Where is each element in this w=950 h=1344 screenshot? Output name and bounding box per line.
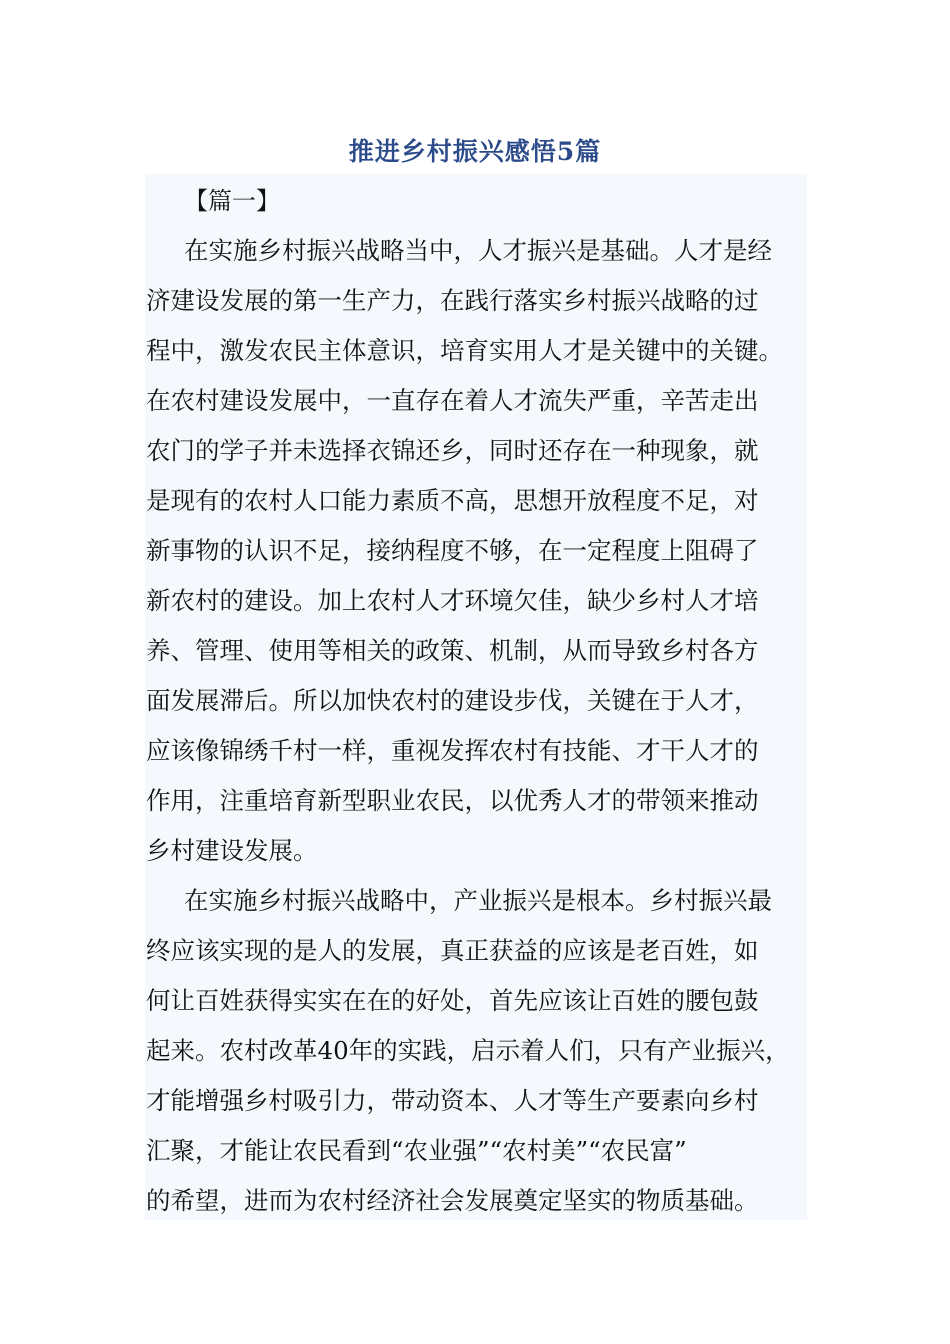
paragraph-2-line-6: 汇聚，才能让农民看到“农业强”“农村美”“农民富” xyxy=(146,1136,687,1165)
section-heading: 【篇一】 xyxy=(184,187,280,215)
paragraph-1-line-7: 新事物的认识不足，接纳程度不够，在一定程度上阻碍了 xyxy=(146,536,759,565)
paragraph-2-line-1: 在实施乡村振兴战略中，产业振兴是根本。乡村振兴最 xyxy=(184,886,772,915)
paragraph-1-line-1: 在实施乡村振兴战略当中，人才振兴是基础。人才是经 xyxy=(184,236,772,265)
paragraph-1-line-10: 面发展滞后。所以加快农村的建设步伐，关键在于人才， xyxy=(146,686,759,715)
paragraph-2-line-7: 的希望，进而为农村经济社会发展奠定坚实的物质基础。 xyxy=(146,1186,759,1215)
paragraph-2-line-4: 起来。农村改革40年的实践，启示着人们，只有产业振兴， xyxy=(146,1036,790,1065)
paragraph-1-line-5: 农门的学子并未选择衣锦还乡，同时还存在一种现象，就 xyxy=(146,436,759,465)
paragraph-2-line-5: 才能增强乡村吸引力，带动资本、人才等生产要素向乡村 xyxy=(146,1086,759,1115)
paragraph-2-line-3: 何让百姓获得实实在在的好处，首先应该让百姓的腰包鼓 xyxy=(146,986,759,1015)
paragraph-1-line-4: 在农村建设发展中，一直存在着人才流失严重，辛苦走出 xyxy=(146,386,759,415)
paragraph-1-line-8: 新农村的建设。加上农村人才环境欠佳，缺少乡村人才培 xyxy=(146,586,759,615)
paragraph-1-line-9: 养、管理、使用等相关的政策、机制，从而导致乡村各方 xyxy=(146,636,759,665)
paragraph-1-line-2: 济建设发展的第一生产力，在践行落实乡村振兴战略的过 xyxy=(146,286,759,315)
paragraph-2-line-2: 终应该实现的是人的发展，真正获益的应该是老百姓，如 xyxy=(146,936,759,965)
paragraph-1-line-13: 乡村建设发展。 xyxy=(146,836,318,865)
paragraph-1-line-12: 作用，注重培育新型职业农民，以优秀人才的带领来推动 xyxy=(146,786,759,815)
paragraph-1-line-11: 应该像锦绣千村一样，重视发挥农村有技能、才干人才的 xyxy=(146,736,759,765)
document-title: 推进乡村振兴感悟5篇 xyxy=(348,137,602,166)
paragraph-1-line-6: 是现有的农村人口能力素质不高，思想开放程度不足，对 xyxy=(146,486,759,515)
paragraph-1-line-3: 程中，激发农民主体意识，培育实用人才是关键中的关键。 xyxy=(146,336,783,365)
